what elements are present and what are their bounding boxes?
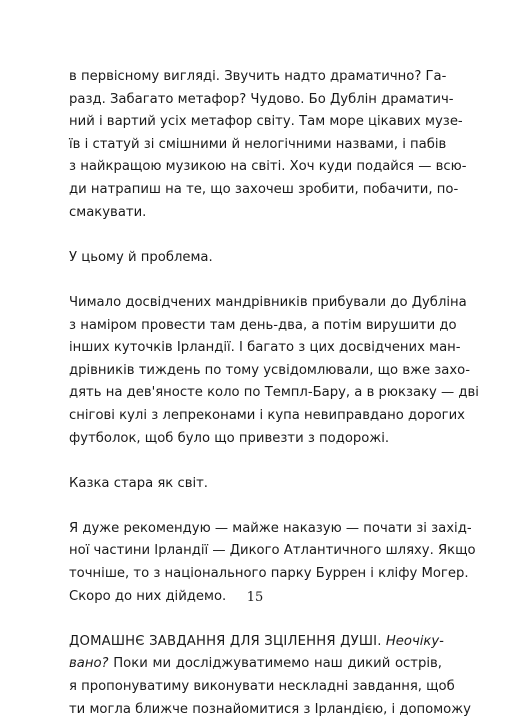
text-line: з наміром провести там день-два, а потім вирушити до <box>69 317 457 333</box>
text-line: смакувати. <box>69 204 147 220</box>
paragraph-old-tale <box>69 473 442 496</box>
text-line: я пропонуватиму виконувати нескладні завдання, щоб <box>69 679 455 695</box>
page-body <box>69 66 479 721</box>
text-line: точніше, то з національного парку Буррен і кліфу Могер. <box>69 566 469 582</box>
page-number: 15 <box>246 590 264 605</box>
text-line: з найкращою музикою на світі. Хоч куди подайся — всю- <box>69 159 467 175</box>
homework-italic-question: Неочіку- <box>385 633 444 649</box>
paragraph-travellers <box>69 292 479 450</box>
homework-italic-question-end: вано? <box>69 656 109 672</box>
paragraph-gap <box>69 269 442 292</box>
text-line: в первісному вигляді. Звучить надто драматично? Га- <box>69 69 447 84</box>
text-line: футболок, щоб було що привезти з подорожі. <box>69 430 390 446</box>
paragraph-problem <box>69 247 442 270</box>
text-line: Скоро до них дійдемо. <box>69 588 227 604</box>
paragraph-dublin-drama <box>69 66 467 224</box>
text-line: ної частини Ірландії — Дикого Атлантичного шляху. Якщо <box>69 543 476 559</box>
paragraph-gap <box>69 224 442 247</box>
paragraph-gap <box>69 608 442 631</box>
text-line: снігові кулі з лепреконами і купа невиправдано дорогих <box>69 407 465 423</box>
text-line: інших куточків Ірландії. І багато з цих досвідчених ман- <box>69 340 461 356</box>
homework-heading: ДОМАШНЄ ЗАВДАННЯ ДЛЯ ЗЦІЛЕННЯ ДУШІ. <box>69 633 382 649</box>
text-line: ди натрапиш на те, що захочеш зробити, побачити, по- <box>69 181 459 197</box>
paragraph-gap <box>69 450 442 473</box>
text-line: ний і вартий усіх метафор світу. Там море цікавих музе- <box>69 114 463 130</box>
text-line: ти могла ближче познайомитися з Ірландією, і допоможу <box>69 701 471 717</box>
text-line: Казка стара як світ. <box>69 475 209 491</box>
homework-line-text: Поки ми досліджуватимемо наш дикий острів, <box>113 656 442 672</box>
text-line: У цьому й проблема. <box>69 249 213 265</box>
text-line <box>69 631 442 654</box>
text-line: Я дуже рекомендую — майже наказую — почати зі захід- <box>69 520 472 536</box>
text-line: їв і статуй зі смішними й нелогічними назвами, і пабів <box>69 136 447 152</box>
text-line: разд. Забагато метафор? Чудово. Бо Дублін драматич- <box>69 91 454 107</box>
text-line: дять на дев'яносте коло по Темпл-Бару, а в рюкзаку — дві <box>69 385 479 401</box>
paragraph-homework <box>69 631 471 721</box>
text-line <box>69 653 442 676</box>
text-line: Чимало досвідчених мандрівників прибували до Дубліна <box>69 294 467 310</box>
paragraph-gap <box>69 495 442 518</box>
text-line: дрівників тиждень по тому усвідомлювали, що вже захо- <box>69 362 470 378</box>
